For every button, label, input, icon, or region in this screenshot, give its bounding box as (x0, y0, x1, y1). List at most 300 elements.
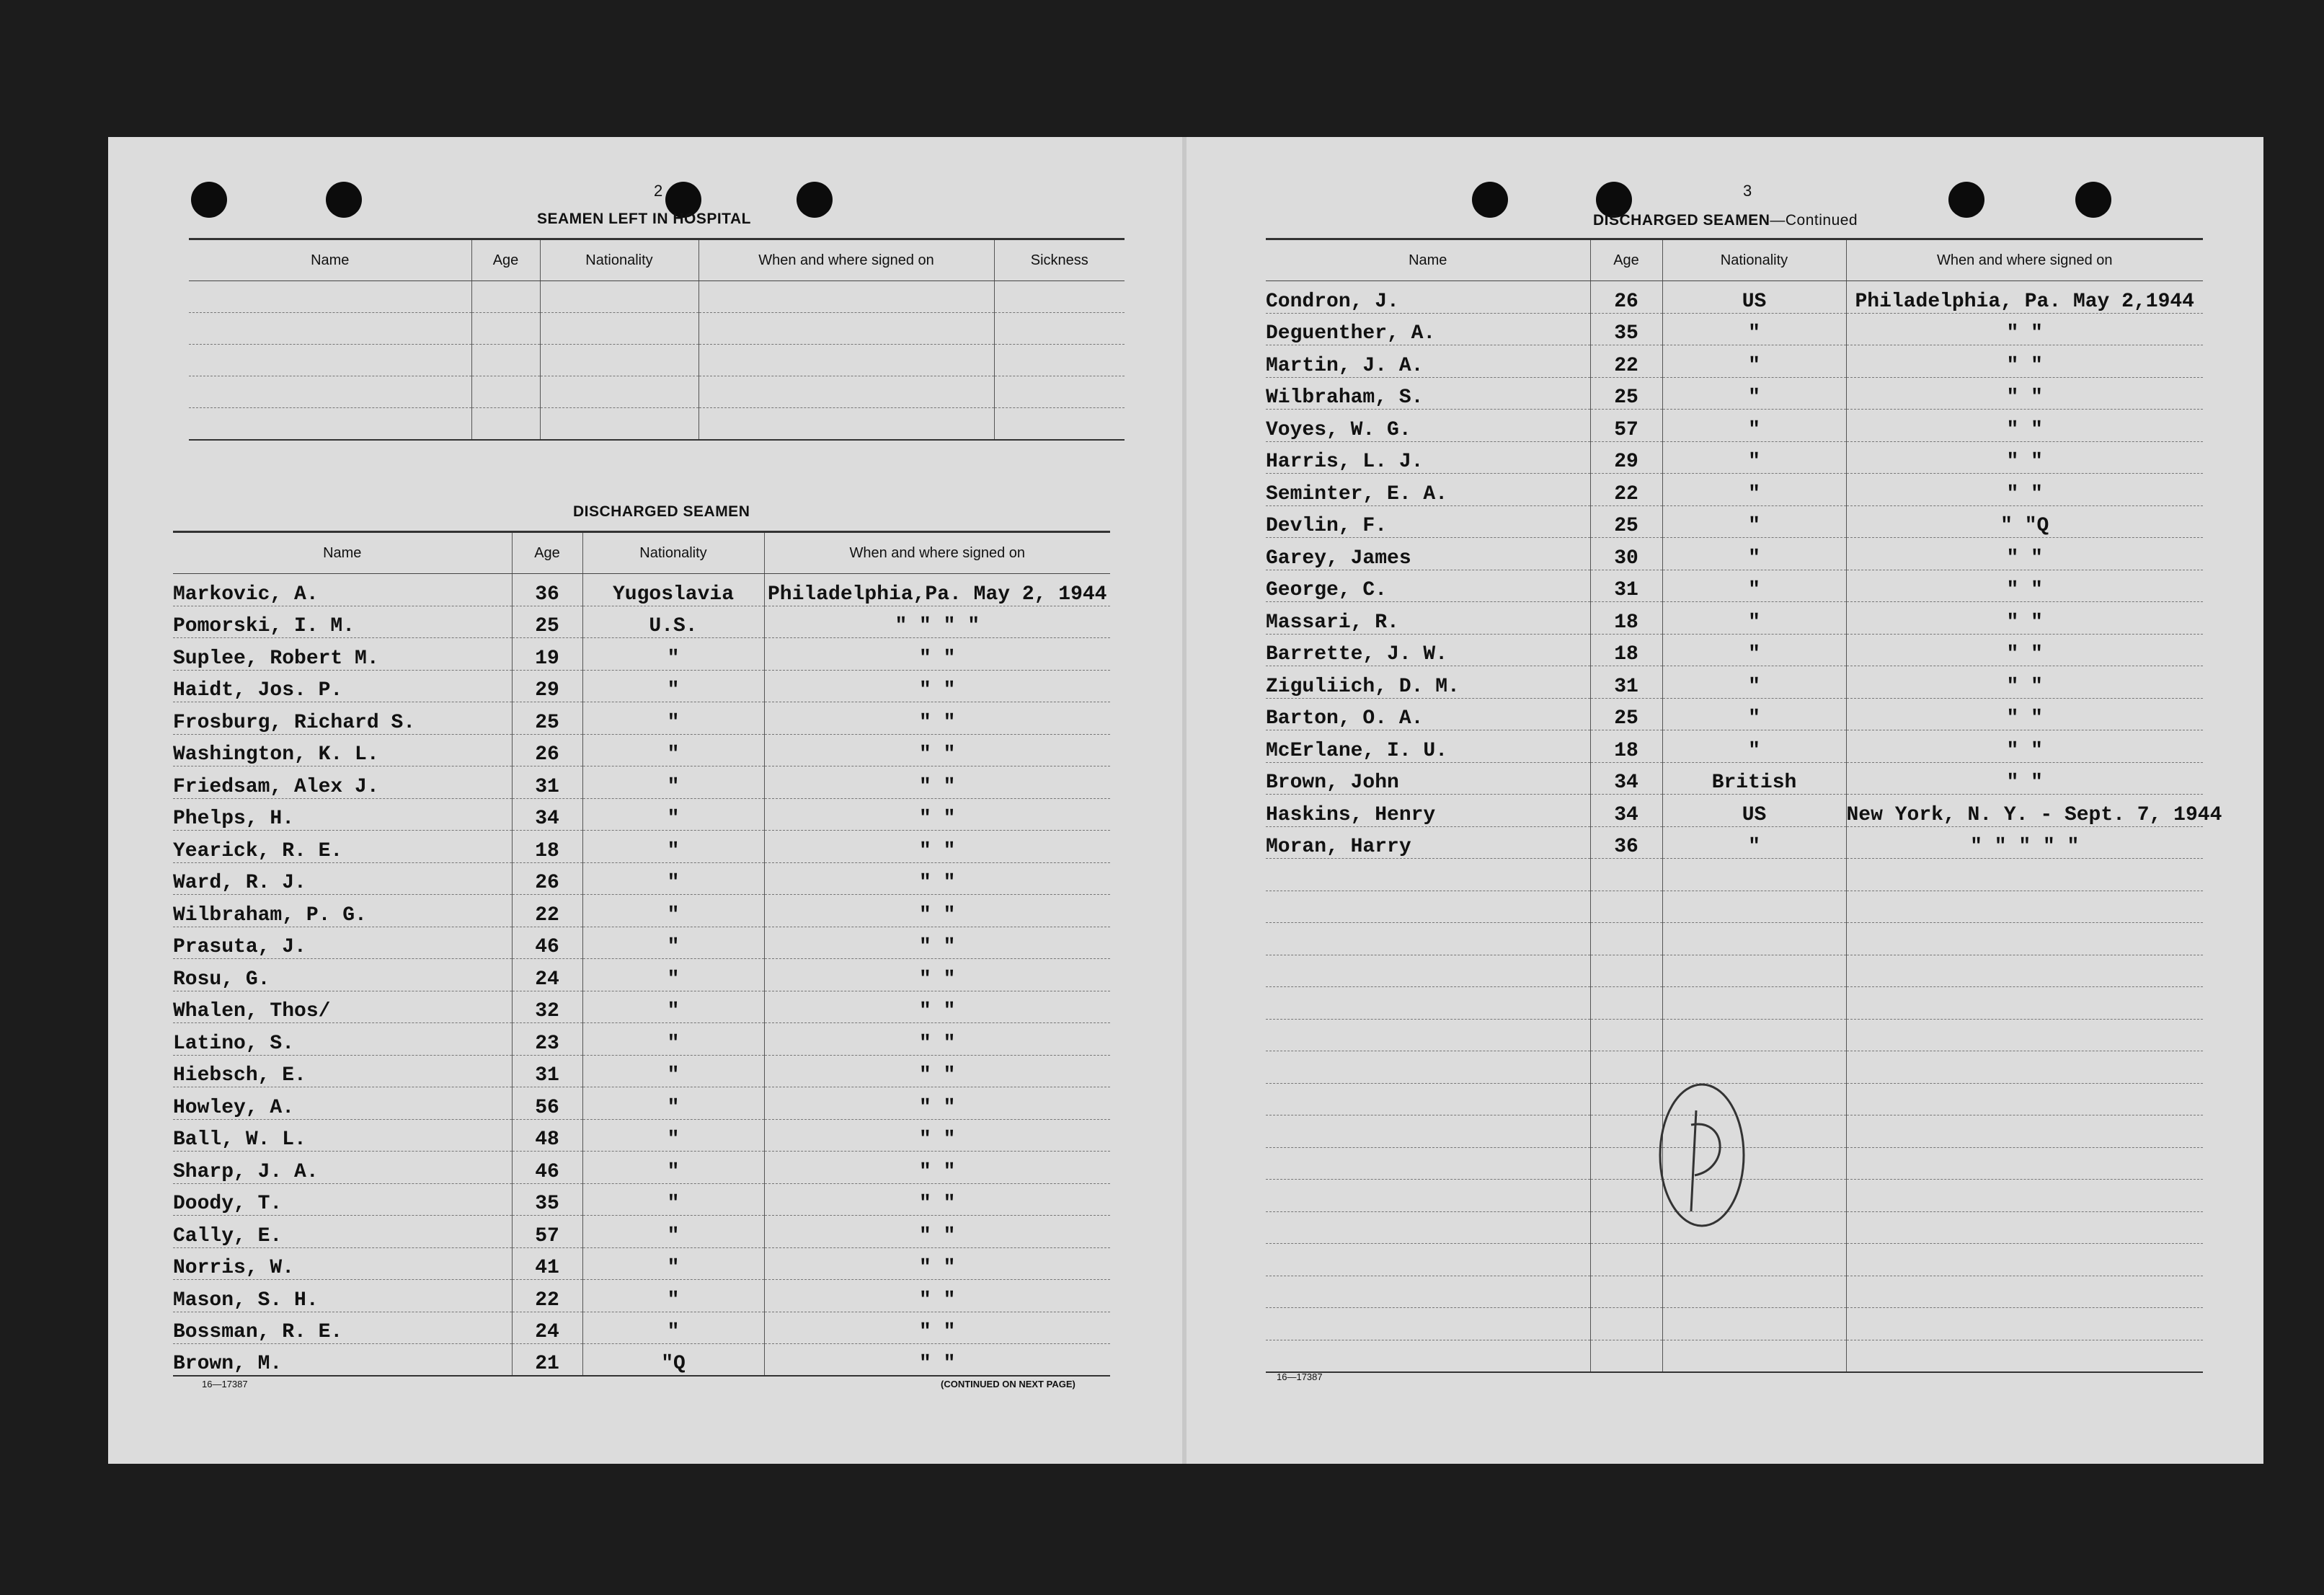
empty-cell (1266, 1115, 1590, 1148)
seaman-nationality: " (582, 1312, 764, 1344)
seaman-nationality: " (582, 638, 764, 671)
table-row (173, 927, 1110, 959)
discharged-heading: DISCHARGED SEAMEN (573, 503, 750, 520)
seaman-signed-on: " " (764, 734, 1110, 766)
seaman-name: Mason, S. H. (173, 1280, 512, 1312)
seaman-signed-on: " " (764, 1344, 1110, 1377)
col-header-age: Age (1590, 239, 1662, 281)
seaman-nationality: " (582, 702, 764, 735)
seaman-nationality: US (1662, 281, 1846, 314)
seaman-name: Doody, T. (173, 1183, 512, 1216)
empty-cell (1846, 1276, 2203, 1308)
punch-hole (1948, 182, 1984, 218)
table-row (1266, 410, 2203, 442)
seaman-nationality: " (582, 831, 764, 863)
seaman-signed-on: " " (1846, 313, 2203, 345)
seaman-nationality: " (582, 798, 764, 831)
seaman-name: Rosu, G. (173, 959, 512, 991)
seaman-signed-on: " " (764, 927, 1110, 959)
seaman-age: 22 (1590, 474, 1662, 506)
seaman-name: Garey, James (1266, 538, 1590, 570)
seaman-name: Barrette, J. W. (1266, 634, 1590, 666)
seaman-signed-on: " " (1846, 570, 2203, 602)
seaman-name: Massari, R. (1266, 602, 1590, 635)
seaman-signed-on: New York, N. Y. - Sept. 7, 1944 (1846, 795, 2203, 827)
empty-cell (1266, 1211, 1590, 1244)
seaman-signed-on: " "Q (1846, 505, 2203, 538)
page-number: 2 (654, 182, 663, 200)
seaman-signed-on: " " (1846, 474, 2203, 506)
empty-cell (1846, 1340, 2203, 1372)
seaman-name: Brown, M. (173, 1344, 512, 1377)
table-row (1266, 891, 2203, 923)
empty-cell (1846, 1308, 2203, 1340)
table-row (173, 1055, 1110, 1087)
continued-note: (CONTINUED ON NEXT PAGE) (941, 1379, 1075, 1389)
seaman-name: Haskins, Henry (1266, 795, 1590, 827)
seaman-age: 29 (1590, 441, 1662, 474)
seaman-name: Seminter, E. A. (1266, 474, 1590, 506)
seaman-nationality: US (1662, 795, 1846, 827)
seaman-age: 46 (512, 1152, 582, 1184)
col-header-nationality: Nationality (1662, 239, 1846, 281)
seaman-age: 31 (512, 766, 582, 799)
seaman-nationality: " (1662, 698, 1846, 730)
empty-cell (1846, 1083, 2203, 1115)
punch-hole (1472, 182, 1508, 218)
left-page (108, 137, 1182, 1464)
seaman-age: 57 (1590, 410, 1662, 442)
punch-hole (2075, 182, 2111, 218)
seaman-age: 25 (1590, 698, 1662, 730)
table-row (1266, 570, 2203, 602)
seaman-signed-on: " " (764, 1152, 1110, 1184)
empty-cell (1846, 1019, 2203, 1051)
table-row (1266, 730, 2203, 763)
seaman-nationality: " (1662, 377, 1846, 410)
seaman-signed-on: " " (1846, 538, 2203, 570)
table-row (189, 281, 1125, 313)
empty-cell (1266, 891, 1590, 923)
seaman-age: 19 (512, 638, 582, 671)
empty-cell (1266, 1051, 1590, 1084)
table-row (189, 408, 1125, 440)
seaman-age: 34 (1590, 762, 1662, 795)
seaman-name: Deguenther, A. (1266, 313, 1590, 345)
seaman-age: 18 (1590, 730, 1662, 763)
col-header-signed-on: When and where signed on (764, 532, 1110, 574)
table-row (189, 345, 1125, 376)
hospital-table (189, 238, 1125, 441)
empty-cell (1846, 859, 2203, 891)
table-row (1266, 987, 2203, 1020)
seaman-name: Hiebsch, E. (173, 1055, 512, 1087)
seaman-age: 25 (512, 702, 582, 735)
table-row (173, 670, 1110, 702)
empty-cell (1266, 1340, 1590, 1372)
table-row (173, 734, 1110, 766)
seaman-nationality: " (582, 959, 764, 991)
empty-cell (1590, 923, 1662, 955)
seaman-name: Moran, Harry (1266, 826, 1590, 859)
empty-cell (1590, 859, 1662, 891)
table-row (173, 574, 1110, 606)
seaman-nationality: " (1662, 538, 1846, 570)
table-row (1266, 666, 2203, 699)
col-header-nationality: Nationality (540, 239, 698, 281)
seaman-name: Howley, A. (173, 1087, 512, 1120)
seaman-nationality: " (1662, 826, 1846, 859)
table-row (1266, 1308, 2203, 1340)
seaman-nationality: " (1662, 441, 1846, 474)
seaman-age: 32 (512, 991, 582, 1023)
empty-cell (1846, 987, 2203, 1020)
col-header-name: Name (1266, 239, 1590, 281)
seaman-age: 30 (1590, 538, 1662, 570)
seaman-nationality: " (582, 1280, 764, 1312)
col-header-nationality: Nationality (582, 532, 764, 574)
table-row (1266, 602, 2203, 635)
table-row (1266, 826, 2203, 859)
seaman-signed-on: " " (764, 1312, 1110, 1344)
table-row (1266, 859, 2203, 891)
seaman-nationality: Yugoslavia (582, 574, 764, 606)
empty-cell (1590, 1244, 1662, 1276)
table-row (173, 702, 1110, 735)
seaman-signed-on: " " (764, 1023, 1110, 1056)
table-row (1266, 441, 2203, 474)
empty-cell (1266, 1019, 1590, 1051)
seaman-name: Whalen, Thos/ (173, 991, 512, 1023)
seaman-signed-on: " " (764, 862, 1110, 895)
seaman-name: Condron, J. (1266, 281, 1590, 314)
table-row (1266, 1276, 2203, 1308)
col-header-signed-on: When and where signed on (1846, 239, 2203, 281)
seaman-name: Harris, L. J. (1266, 441, 1590, 474)
seaman-name: Ziguliich, D. M. (1266, 666, 1590, 699)
seaman-signed-on: " " (1846, 698, 2203, 730)
empty-cell (1846, 955, 2203, 987)
form-number: 16—17387 (1277, 1371, 1323, 1382)
seaman-nationality: " (582, 991, 764, 1023)
seaman-age: 57 (512, 1216, 582, 1248)
seaman-nationality: " (1662, 602, 1846, 635)
table-row (173, 1280, 1110, 1312)
table-row (1266, 923, 2203, 955)
seaman-name: Wilbraham, S. (1266, 377, 1590, 410)
seaman-age: 24 (512, 959, 582, 991)
seaman-name: Suplee, Robert M. (173, 638, 512, 671)
seaman-nationality: " (582, 734, 764, 766)
seaman-age: 35 (512, 1183, 582, 1216)
seaman-nationality: " (582, 1087, 764, 1120)
seaman-name: Markovic, A. (173, 574, 512, 606)
empty-cell (1266, 859, 1590, 891)
seaman-nationality: " (582, 670, 764, 702)
seaman-signed-on: " " (1846, 666, 2203, 699)
seaman-name: Norris, W. (173, 1247, 512, 1280)
empty-cell (1266, 1180, 1590, 1212)
table-row (173, 895, 1110, 927)
seaman-name: Ball, W. L. (173, 1119, 512, 1152)
seaman-signed-on: " " (764, 638, 1110, 671)
seaman-signed-on: " " (764, 1216, 1110, 1248)
table-row (173, 638, 1110, 671)
table-row (173, 862, 1110, 895)
seaman-signed-on: " " (764, 798, 1110, 831)
table-row (1266, 313, 2203, 345)
seaman-age: 35 (1590, 313, 1662, 345)
empty-cell (1662, 987, 1846, 1020)
seaman-age: 31 (512, 1055, 582, 1087)
seaman-age: 48 (512, 1119, 582, 1152)
seaman-name: Barton, O. A. (1266, 698, 1590, 730)
empty-cell (1662, 859, 1846, 891)
table-row (173, 991, 1110, 1023)
empty-cell (1662, 955, 1846, 987)
seaman-signed-on: " " (764, 1183, 1110, 1216)
seaman-name: Frosburg, Richard S. (173, 702, 512, 735)
empty-cell (1846, 891, 2203, 923)
seaman-nationality: " (1662, 410, 1846, 442)
seaman-signed-on: " " (1846, 441, 2203, 474)
seaman-signed-on: " " (1846, 345, 2203, 378)
seaman-nationality: " (1662, 570, 1846, 602)
empty-cell (1846, 1211, 2203, 1244)
col-header-age: Age (512, 532, 582, 574)
seaman-signed-on: " " (1846, 634, 2203, 666)
col-header-signed-on: When and where signed on (698, 239, 994, 281)
col-header-name: Name (189, 239, 471, 281)
empty-cell (1266, 955, 1590, 987)
table-row (173, 1087, 1110, 1120)
empty-cell (1846, 1051, 2203, 1084)
seaman-nationality: " (582, 1023, 764, 1056)
empty-cell (1662, 923, 1846, 955)
empty-cell (1662, 1308, 1846, 1340)
seaman-nationality: " (1662, 505, 1846, 538)
empty-cell (1266, 1244, 1590, 1276)
seaman-name: Devlin, F. (1266, 505, 1590, 538)
empty-cell (1662, 1019, 1846, 1051)
col-header-age: Age (471, 239, 540, 281)
table-row (1266, 474, 2203, 506)
seaman-age: 26 (512, 862, 582, 895)
seaman-name: Ward, R. J. (173, 862, 512, 895)
seaman-age: 23 (512, 1023, 582, 1056)
seaman-nationality: " (1662, 730, 1846, 763)
seaman-name: Prasuta, J. (173, 927, 512, 959)
seaman-nationality: " (582, 927, 764, 959)
table-row (173, 1247, 1110, 1280)
seaman-name: Brown, John (1266, 762, 1590, 795)
seaman-nationality: " (1662, 666, 1846, 699)
seaman-nationality: " (582, 766, 764, 799)
seaman-nationality: " (582, 1055, 764, 1087)
seaman-signed-on: " " (1846, 410, 2203, 442)
seaman-signed-on: " " (764, 702, 1110, 735)
empty-cell (1590, 987, 1662, 1020)
seaman-nationality: " (1662, 345, 1846, 378)
empty-cell (1590, 1340, 1662, 1372)
seaman-age: 24 (512, 1312, 582, 1344)
seaman-name: Sharp, J. A. (173, 1152, 512, 1184)
table-row (173, 1119, 1110, 1152)
empty-cell (1846, 1115, 2203, 1148)
empty-cell (1266, 923, 1590, 955)
table-row (173, 959, 1110, 991)
seaman-nationality: " (582, 1119, 764, 1152)
empty-cell (1590, 1276, 1662, 1308)
seaman-signed-on: " " (764, 1087, 1110, 1120)
seaman-signed-on: " " (764, 766, 1110, 799)
seaman-signed-on: " " (764, 1119, 1110, 1152)
empty-cell (1662, 1244, 1846, 1276)
seaman-signed-on: " " (1846, 602, 2203, 635)
table-row (1266, 698, 2203, 730)
empty-cell (1266, 1308, 1590, 1340)
seaman-name: Pomorski, I. M. (173, 606, 512, 638)
seaman-signed-on: " " (1846, 730, 2203, 763)
seaman-name: McErlane, I. U. (1266, 730, 1590, 763)
seaman-signed-on: " " " " (764, 606, 1110, 638)
empty-cell (1662, 1340, 1846, 1372)
empty-cell (1266, 987, 1590, 1020)
seaman-signed-on: " " (764, 831, 1110, 863)
seaman-name: Friedsam, Alex J. (173, 766, 512, 799)
table-row (173, 1023, 1110, 1056)
seaman-age: 36 (512, 574, 582, 606)
seaman-nationality: "Q (582, 1344, 764, 1377)
table-row (173, 766, 1110, 799)
seaman-signed-on: " " (764, 895, 1110, 927)
table-row (189, 313, 1125, 345)
col-header-sickness: Sickness (994, 239, 1125, 281)
seaman-name: Yearick, R. E. (173, 831, 512, 863)
seaman-signed-on: " " " " " (1846, 826, 2203, 859)
seaman-age: 22 (512, 1280, 582, 1312)
seaman-signed-on: " " (764, 1280, 1110, 1312)
seaman-signed-on: Philadelphia,Pa. May 2, 1944 (764, 574, 1110, 606)
empty-cell (1590, 1308, 1662, 1340)
seaman-nationality: " (582, 1183, 764, 1216)
empty-cell (1846, 1147, 2203, 1180)
empty-cell (1846, 923, 2203, 955)
heading-continued: —Continued (1770, 212, 1858, 229)
empty-cell (1590, 891, 1662, 923)
table-row (1266, 538, 2203, 570)
table-row (173, 831, 1110, 863)
seaman-age: 34 (512, 798, 582, 831)
punch-hole (326, 182, 362, 218)
seaman-nationality: " (582, 1247, 764, 1280)
seaman-age: 46 (512, 927, 582, 959)
punch-hole (191, 182, 227, 218)
empty-cell (1846, 1180, 2203, 1212)
table-row (173, 606, 1110, 638)
seaman-name: George, C. (1266, 570, 1590, 602)
empty-cell (1266, 1276, 1590, 1308)
table-row (1266, 505, 2203, 538)
empty-cell (1266, 1147, 1590, 1180)
seaman-name: Haidt, Jos. P. (173, 670, 512, 702)
empty-cell (1662, 1276, 1846, 1308)
table-row (1266, 377, 2203, 410)
seaman-signed-on: " " (1846, 377, 2203, 410)
table-row (173, 1312, 1110, 1344)
seaman-age: 25 (512, 606, 582, 638)
page-number: 3 (1743, 182, 1752, 200)
seaman-signed-on: " " (764, 959, 1110, 991)
seaman-nationality: " (582, 862, 764, 895)
heading-main: DISCHARGED SEAMEN (1593, 212, 1770, 229)
ledger-sheet (108, 137, 2263, 1464)
seaman-age: 22 (1590, 345, 1662, 378)
seaman-age: 29 (512, 670, 582, 702)
table-row (189, 376, 1125, 408)
seaman-nationality: " (582, 1152, 764, 1184)
seaman-signed-on: " " (764, 991, 1110, 1023)
table-row (1266, 281, 2203, 314)
table-row (1266, 795, 2203, 827)
seaman-nationality: " (1662, 474, 1846, 506)
seaman-age: 26 (1590, 281, 1662, 314)
seaman-name: Bossman, R. E. (173, 1312, 512, 1344)
table-row (173, 1344, 1110, 1377)
seaman-nationality: U.S. (582, 606, 764, 638)
table-row (173, 798, 1110, 831)
table-row (1266, 955, 2203, 987)
form-number: 16—17387 (202, 1379, 248, 1389)
seaman-name: Cally, E. (173, 1216, 512, 1248)
table-row (1266, 1340, 2203, 1372)
seaman-age: 26 (512, 734, 582, 766)
seaman-age: 25 (1590, 377, 1662, 410)
seaman-age: 41 (512, 1247, 582, 1280)
seaman-signed-on: " " (764, 1055, 1110, 1087)
seaman-age: 34 (1590, 795, 1662, 827)
seaman-signed-on: " " (764, 670, 1110, 702)
seaman-age: 21 (512, 1344, 582, 1377)
seaman-age: 56 (512, 1087, 582, 1120)
hospital-heading: SEAMEN LEFT IN HOSPITAL (537, 211, 751, 227)
seaman-age: 31 (1590, 666, 1662, 699)
empty-cell (1846, 1244, 2203, 1276)
seaman-name: Wilbraham, P. G. (173, 895, 512, 927)
seaman-nationality: " (582, 1216, 764, 1248)
table-row (1266, 1244, 2203, 1276)
empty-cell (1590, 955, 1662, 987)
seaman-nationality: " (582, 895, 764, 927)
empty-cell (1590, 1019, 1662, 1051)
right-page (1187, 137, 2263, 1464)
seaman-name: Martin, J. A. (1266, 345, 1590, 378)
punch-hole (797, 182, 833, 218)
empty-cell (1662, 891, 1846, 923)
table-row (173, 1216, 1110, 1248)
seaman-name: Washington, K. L. (173, 734, 512, 766)
discharged-table (173, 531, 1110, 1377)
seaman-nationality: British (1662, 762, 1846, 795)
col-header-name: Name (173, 532, 512, 574)
seaman-nationality: " (1662, 634, 1846, 666)
seaman-age: 36 (1590, 826, 1662, 859)
table-row (173, 1152, 1110, 1184)
discharged-continued-heading (1593, 212, 1858, 229)
circled-initial-mark (1651, 1074, 1752, 1240)
seaman-signed-on: " " (764, 1247, 1110, 1280)
table-row (1266, 345, 2203, 378)
